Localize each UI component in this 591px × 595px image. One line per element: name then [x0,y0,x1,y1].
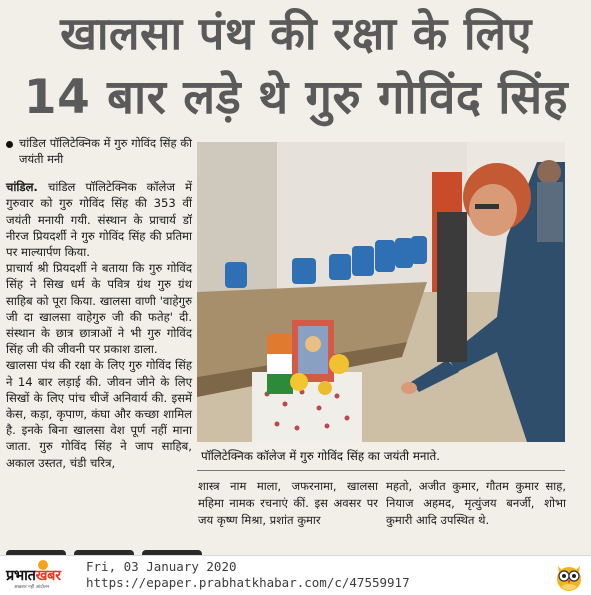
headline-line-1: खालसा पंथ की रक्षा के लिए [60,7,532,60]
bullet-icon [6,141,13,148]
cropped-next-headline [6,543,256,555]
owl-icon [553,560,585,592]
clip-meta [86,559,410,591]
logo-wordmark: प्रभातखबर [6,568,61,584]
news-photo [197,142,565,442]
article-middle-column: शास्त्र नाम माला, जफरनामा, खालसा महिमा नामक रचनाएं कीं. इस अवसर पर जय कृष्ण मिश्रा, प्रशांत कुमार [198,479,378,527]
prabhat-khabar-logo[interactable] [6,560,78,592]
caption-divider [197,470,565,471]
highlight-text: चांडिल पॉलिटेक्निक में गुरु गोविंद सिंह की जयंती मनी [19,136,192,166]
clip-url[interactable]: https://epaper.prabhatkhabar.com/c/47559917 [86,575,410,590]
headline-line-2: 14 बार लड़े थे गुरु गोविंद सिंह [23,70,569,125]
article-paragraph: प्राचार्य श्री प्रियदर्शी ने बताया कि गुरु गोविंद सिंह ने सिख धर्म के पवित्र ग्रंथ गुरु ग्रंथ साहिब को पूरा किया. खालसा वाणी 'वाहेगुरु जी दा खालसा वाहेगुरु जी की फतेह' दी. संस्थान के छात्र छात्राओं ने भी गुरु गोविंद सिंह जी की जीवनी पर प्रकाश डाला. [6,261,192,357]
highlight-box [6,136,192,167]
publish-date: Fri, 03 January 2020 [86,559,237,574]
article-paragraph: चांडिल पॉलिटेक्निक कॉलेज में गुरुवार को गुरु गोविंद सिंह की 353 वीं जयंती मनायी गयी. संस्थान के प्राचार्य डॉ नीरज प्रियदर्शी ने गुरु गोविंद सिंह की प्रतिमा पर माल्यार्पण किया. [6,180,192,259]
article-right-column: महतो, अजीत कुमार, गौतम कुमार साह, नियाज अहमद, मृत्युंजय बनर्जी, शोभा कुमारी आदि उपस्थित थे. [386,479,566,527]
article-body-start [6,179,192,260]
article-left-column [6,136,192,471]
logo-tagline: अखबार नहीं आंदोलन [14,585,50,590]
epaper-footer [0,555,591,595]
dateline: चांडिल. [6,180,38,195]
article-paragraph: खालसा पंथ की रक्षा के लिए गुरु गोविंद सिंह ने 14 बार लड़ाई की. जीवन जीने के लिए सिखों के लिए पांच चीजें अनिवार्य की. इसमें केस, कड़ा, कृपाण, कंघा और कच्छा शामिल है. इनके बिना खालसा वेश पूर्ण नहीं माना जाता. गुरु गोविंद सिंह ने जाप साहिब, अकाल उस्तत, चंडी चरित्र, [6,358,192,470]
photo-caption: पॉलिटेक्निक कॉलेज में गुरु गोविंद सिंह का जयंती मनाते. [201,449,440,463]
